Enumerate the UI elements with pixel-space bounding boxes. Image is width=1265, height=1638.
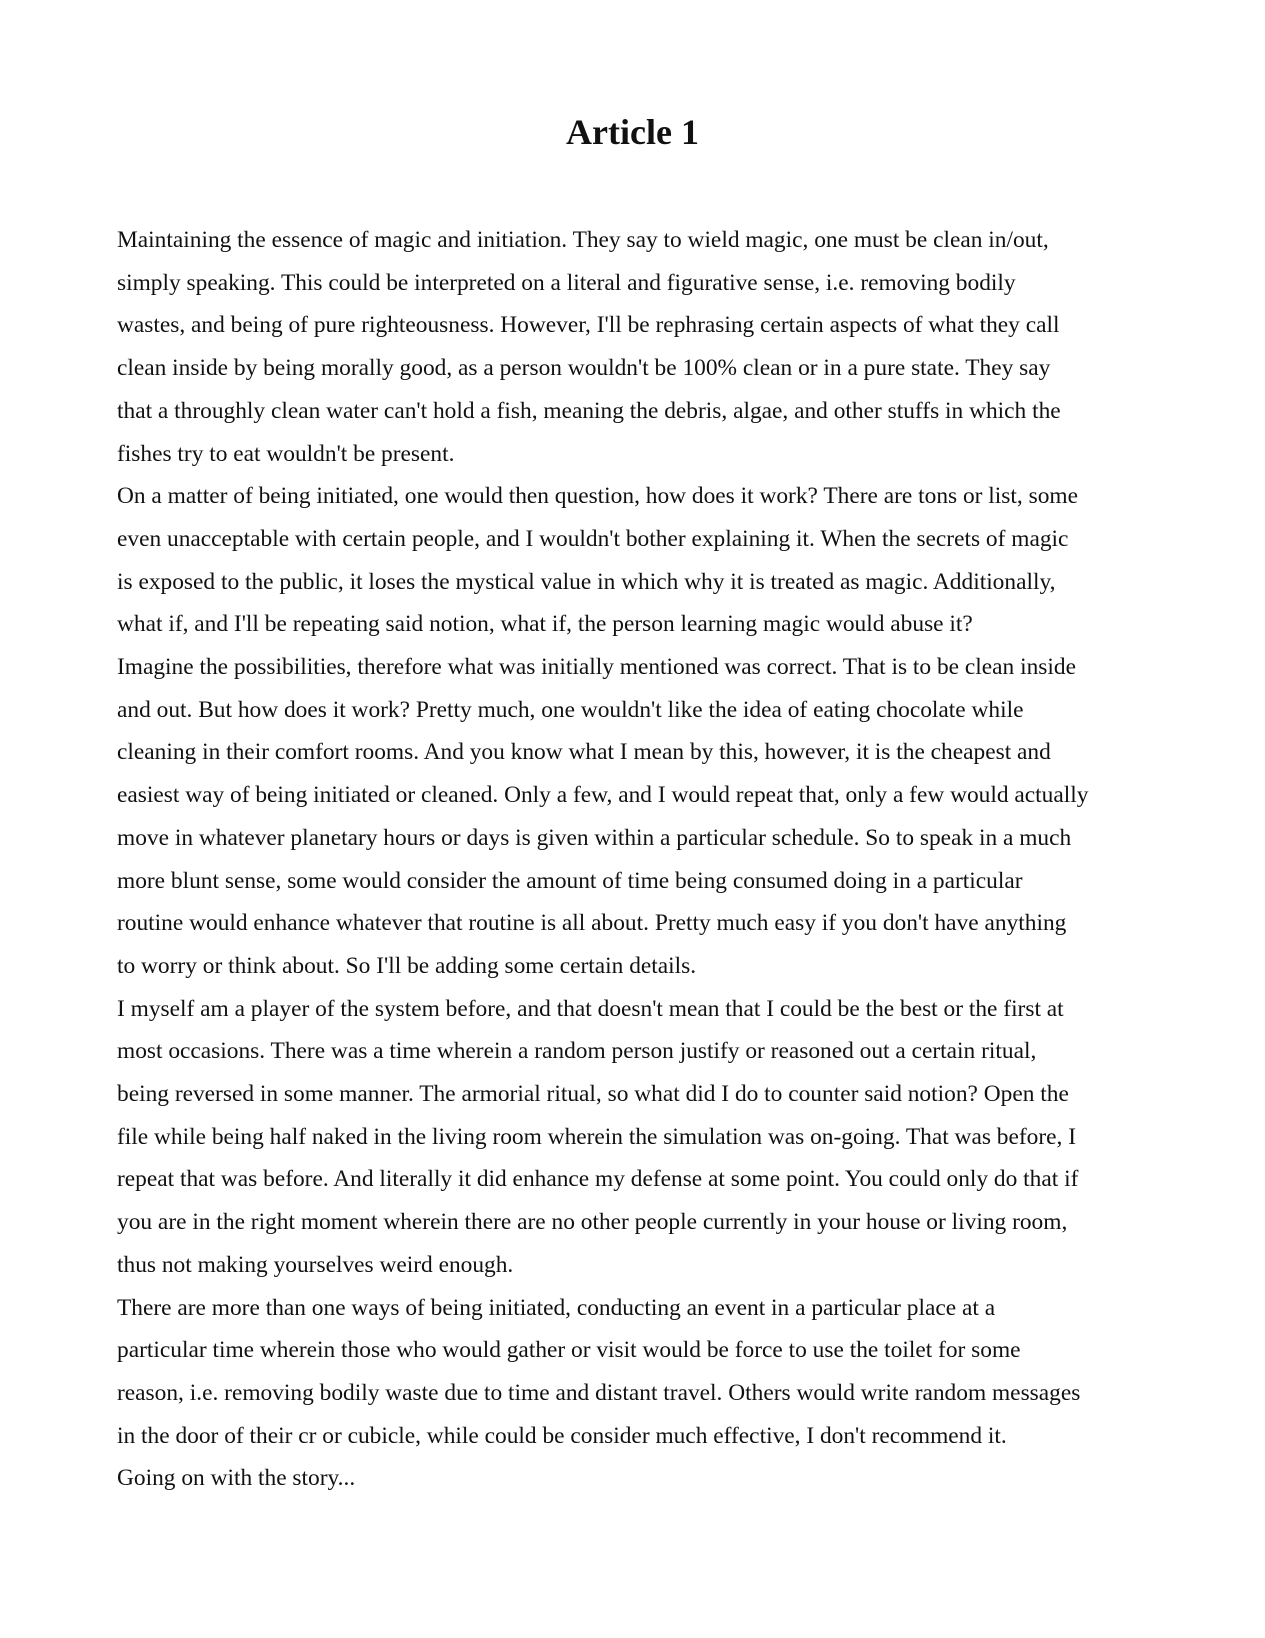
body-line: simply speaking. This could be interpreted on a literal and figurative sense, i.e. removing bodily (117, 269, 1016, 296)
body-line: reason, i.e. removing bodily waste due to time and distant travel. Others would write random messages (117, 1379, 1081, 1406)
body-line: and out. But how does it work? Pretty much, one wouldn't like the idea of eating chocolate while (117, 696, 1024, 723)
body-line: There are more than one ways of being initiated, conducting an event in a particular place at a (117, 1294, 996, 1321)
body-line: you are in the right moment wherein there are no other people currently in your house or living room, (117, 1209, 1068, 1236)
body-line: cleaning in their comfort rooms. And you know what I mean by this, however, it is the cheapest and (117, 739, 1051, 766)
body-line: repeat that was before. And literally it did enhance my defense at some point. You could only do that if (117, 1166, 1079, 1193)
body-line: more blunt sense, some would consider the amount of time being consumed doing in a particular (117, 867, 1023, 894)
body-line: that a throughly clean water can't hold a fish, meaning the debris, algae, and other stuffs in which the (117, 397, 1061, 424)
body-line: clean inside by being morally good, as a person wouldn't be 100% clean or in a pure state. They say (117, 355, 1051, 382)
body-line: On a matter of being initiated, one would then question, how does it work? There are tons or list, some (117, 483, 1078, 510)
body-line: routine would enhance whatever that routine is all about. Pretty much easy if you don't have anything (117, 910, 1067, 937)
body-line: what if, and I'll be repeating said notion, what if, the person learning magic would abuse it? (117, 611, 973, 638)
article-body (117, 219, 1167, 1500)
body-line: particular time wherein those who would gather or visit would be force to use the toilet for some (117, 1337, 1021, 1364)
article-title: Article 1 (566, 112, 699, 152)
body-line: to worry or think about. So I'll be adding some certain details. (117, 952, 697, 979)
body-line: thus not making yourselves weird enough. (117, 1251, 514, 1278)
body-line: easiest way of being initiated or cleaned. Only a few, and I would repeat that, only a few would actually (117, 782, 1089, 809)
body-line: Imagine the possibilities, therefore what was initially mentioned was correct. That is to be clean inside (117, 654, 1076, 681)
body-line: Maintaining the essence of magic and initiation. They say to wield magic, one must be clean in/out, (117, 227, 1049, 253)
body-line: even unacceptable with certain people, and I wouldn't bother explaining it. When the secrets of magic (117, 525, 1069, 552)
body-line: most occasions. There was a time wherein a random person justify or reasoned out a certain ritual, (117, 1038, 1037, 1065)
body-line: file while being half naked in the living room wherein the simulation was on-going. That was before, I (117, 1123, 1076, 1150)
body-line: Going on with the story... (117, 1465, 356, 1492)
body-line: in the door of their cr or cubicle, while could be consider much effective, I don't recommend it. (117, 1422, 1007, 1449)
body-line: being reversed in some manner. The armorial ritual, so what did I do to counter said notion? Open the (117, 1081, 1069, 1108)
body-line: is exposed to the public, it loses the mystical value in which why it is treated as magic. Additionally, (117, 568, 1056, 595)
body-line: wastes, and being of pure righteousness. However, I'll be rephrasing certain aspects of what they call (117, 312, 1060, 339)
body-line: fishes try to eat wouldn't be present. (117, 440, 455, 467)
body-line: move in whatever planetary hours or days is given within a particular schedule. So to speak in a much (117, 824, 1072, 851)
body-line: I myself am a player of the system before, and that doesn't mean that I could be the best or the first at (117, 995, 1064, 1022)
